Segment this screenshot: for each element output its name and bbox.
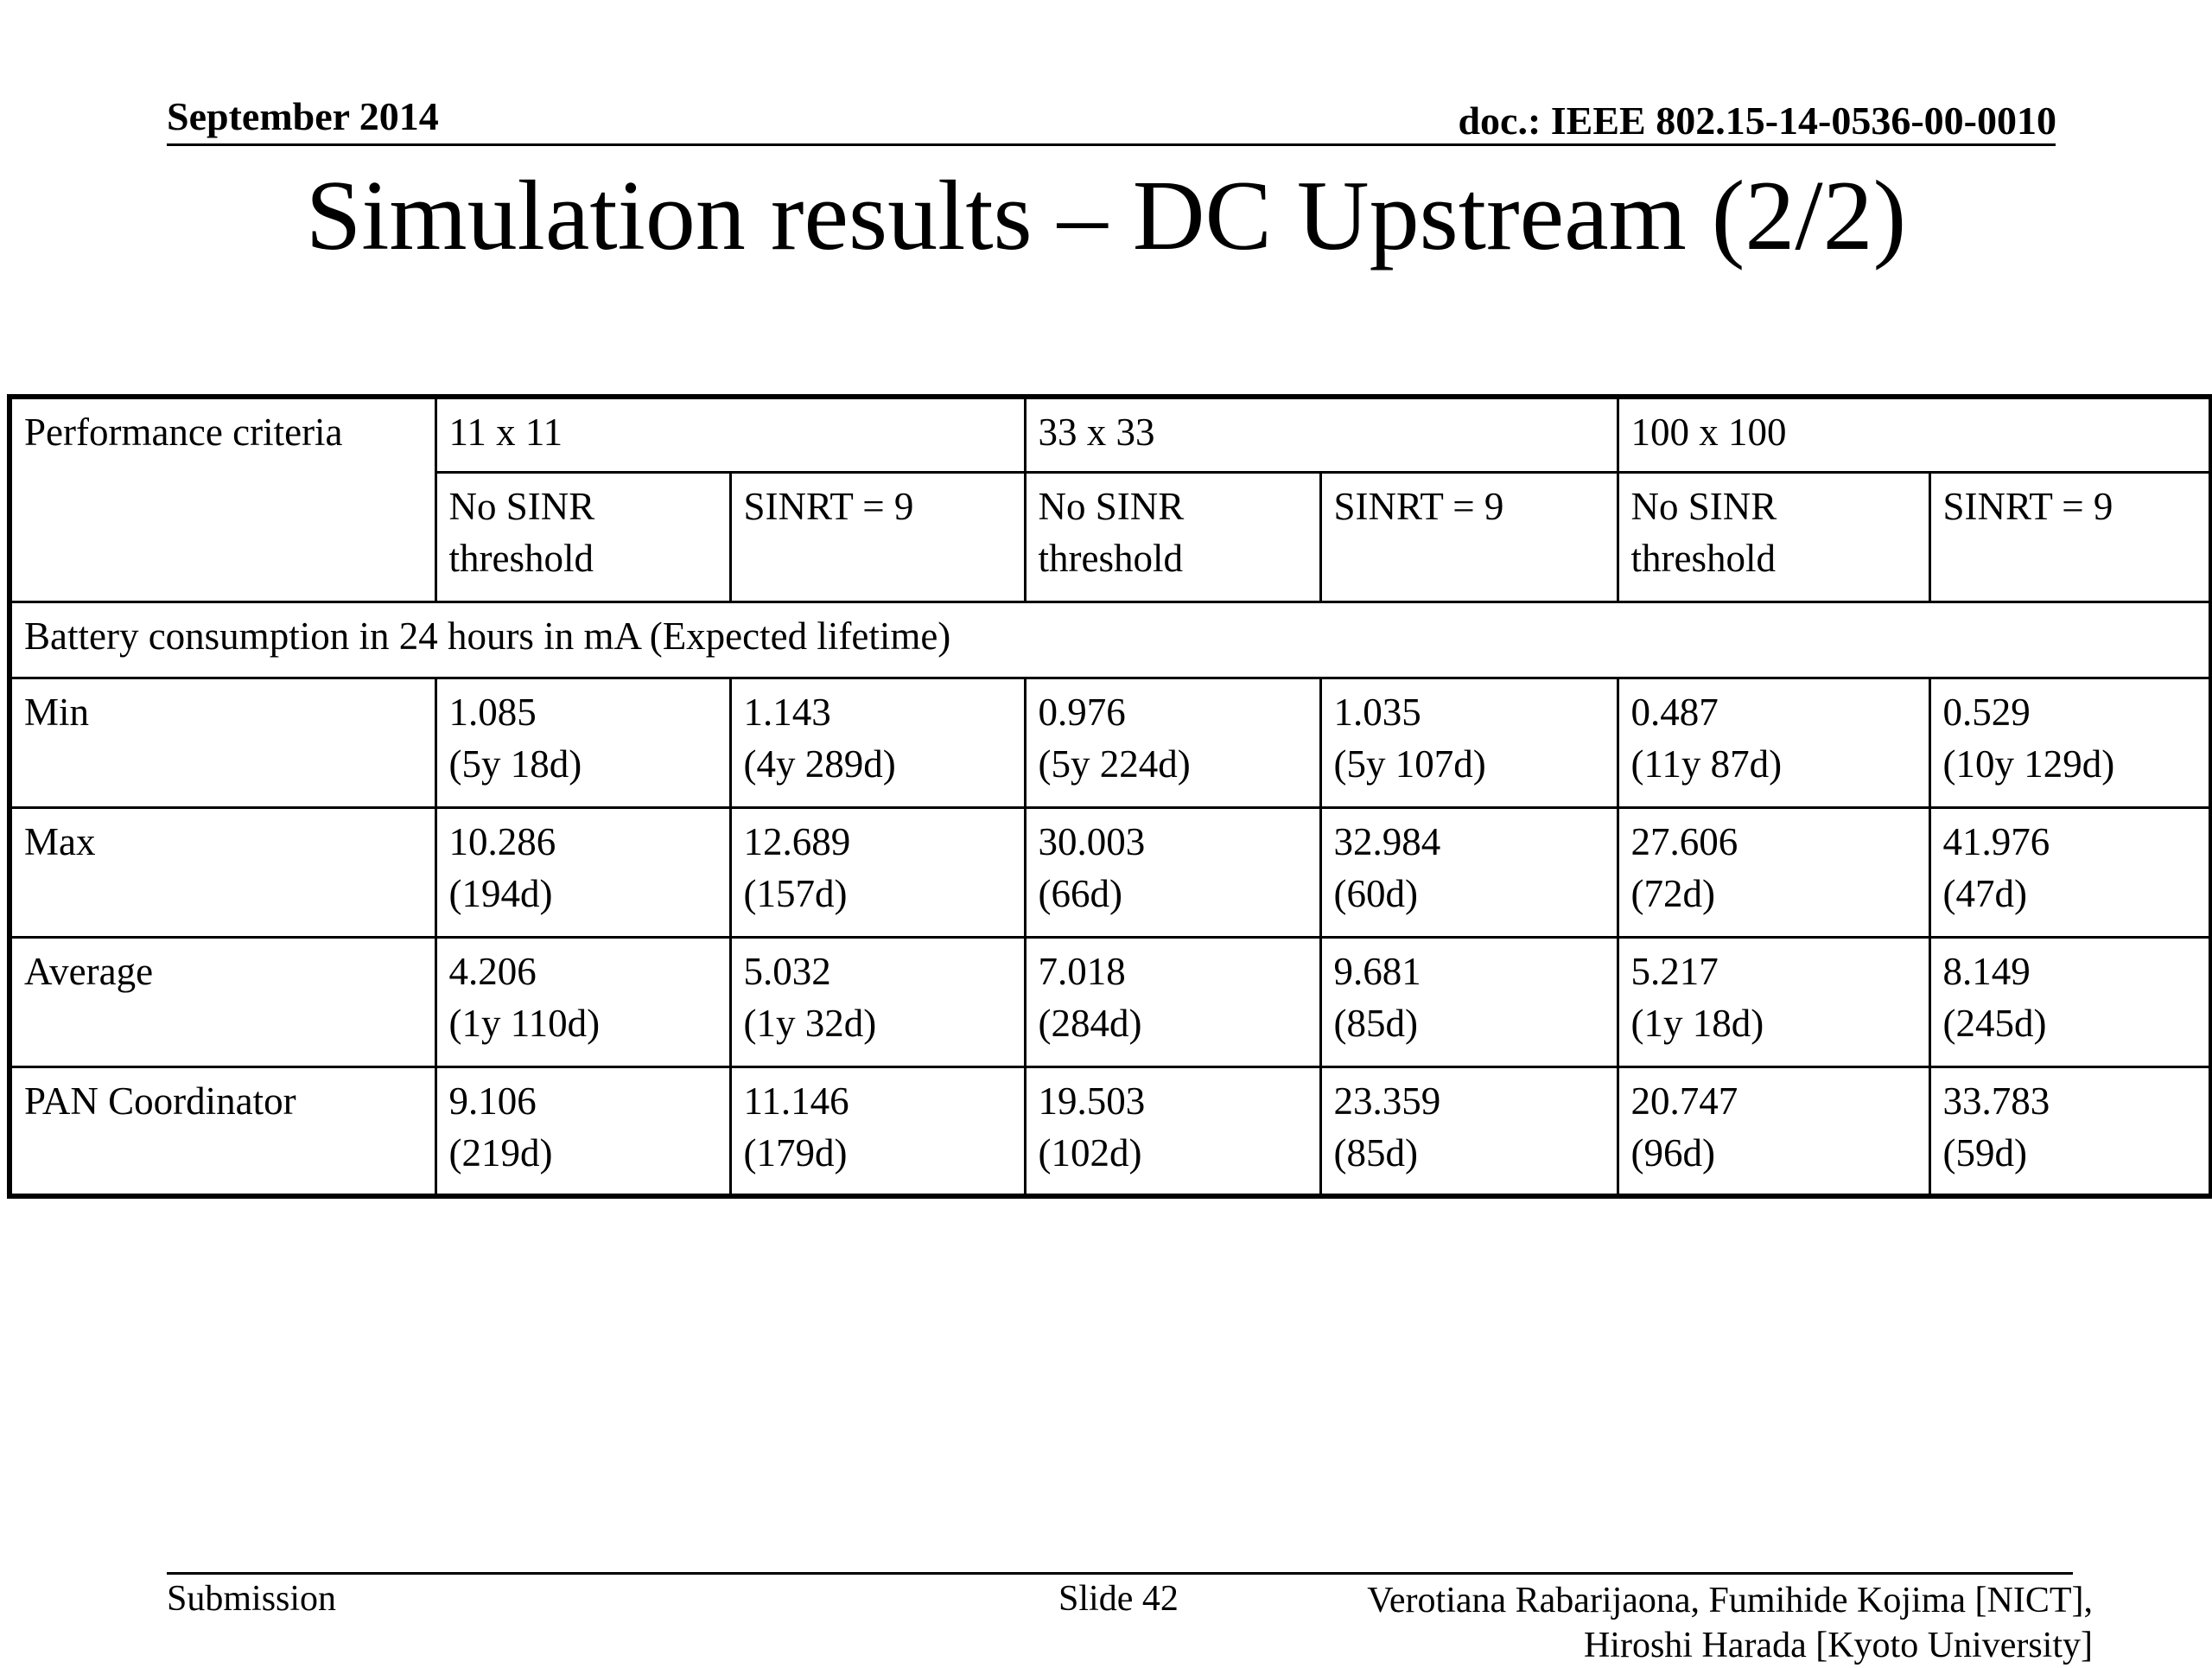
table-cell: 8.149 (245d) [1929, 937, 2211, 1066]
header-rule [167, 143, 2056, 146]
footer-submission: Submission [167, 1579, 337, 1619]
table-cell: 0.976 (5y 224d) [1025, 678, 1320, 807]
table-cell: 23.359 (85d) [1320, 1066, 1618, 1196]
footer-authors-line2: Hiroshi Harada [Kyoto University] [1583, 1626, 2093, 1665]
subheader-cell: No SINR threshold [1618, 472, 1929, 602]
table-cell: 30.003 (66d) [1025, 807, 1320, 937]
table-cell: 9.106 (219d) [435, 1066, 730, 1196]
table-cell: 4.206 (1y 110d) [435, 937, 730, 1066]
subheader-cell: SINRT = 9 [1929, 472, 2211, 602]
subheader-cell: SINRT = 9 [1320, 472, 1618, 602]
table-cell: 1.035 (5y 107d) [1320, 678, 1618, 807]
table-cell: 27.606 (72d) [1618, 807, 1929, 937]
table-cell: 5.032 (1y 32d) [730, 937, 1025, 1066]
table-row-average [10, 937, 2211, 1066]
table-row-pan-coordinator [10, 1066, 2211, 1196]
table-row-max [10, 807, 2211, 937]
slide-title: Simulation results – DC Upstream (2/2) [305, 161, 1907, 271]
table-cell: 7.018 (284d) [1025, 937, 1320, 1066]
table-cell: 0.529 (10y 129d) [1929, 678, 2211, 807]
footer-rule [167, 1572, 2073, 1575]
subheader-cell: SINRT = 9 [730, 472, 1025, 602]
row-label: Max [10, 807, 435, 937]
row-label: Min [10, 678, 435, 807]
header-date: September 2014 [167, 94, 439, 138]
footer-slide-number: Slide 42 [1058, 1579, 1179, 1619]
table-cell: 33.783 (59d) [1929, 1066, 2211, 1196]
table-cell: 0.487 (11y 87d) [1618, 678, 1929, 807]
subheader-cell: No SINR threshold [435, 472, 730, 602]
table-cell: 41.976 (47d) [1929, 807, 2211, 937]
table-cell: 1.143 (4y 289d) [730, 678, 1025, 807]
row-label: Average [10, 937, 435, 1066]
footer-authors [1367, 1578, 2093, 1668]
table-cell: 9.681 (85d) [1320, 937, 1618, 1066]
group-header-row [10, 397, 2211, 472]
header-doc-id: doc.: IEEE 802.15-14-0536-00-0010 [1458, 99, 2056, 143]
table-cell: 10.286 (194d) [435, 807, 730, 937]
group-header-11x11: 11 x 11 [435, 397, 1025, 472]
table-row-min [10, 678, 2211, 807]
table-cell: 20.747 (96d) [1618, 1066, 1929, 1196]
footer-authors-line1: Verotiana Rabarijaona, Fumihide Kojima [NICT], [1367, 1581, 2093, 1620]
section-label: Battery consumption in 24 hours in mA (Expected lifetime) [10, 602, 2211, 678]
group-header-33x33: 33 x 33 [1025, 397, 1618, 472]
table-cell: 32.984 (60d) [1320, 807, 1618, 937]
table-cell: 11.146 (179d) [730, 1066, 1025, 1196]
table-cell: 5.217 (1y 18d) [1618, 937, 1929, 1066]
group-header-100x100: 100 x 100 [1618, 397, 2211, 472]
table-cell: 12.689 (157d) [730, 807, 1025, 937]
table-cell: 1.085 (5y 18d) [435, 678, 730, 807]
section-row [10, 602, 2211, 678]
results-table [7, 394, 2212, 1199]
row-label: PAN Coordinator [10, 1066, 435, 1196]
subheader-cell: No SINR threshold [1025, 472, 1320, 602]
table-cell: 19.503 (102d) [1025, 1066, 1320, 1196]
criteria-header: Performance criteria [10, 397, 435, 602]
